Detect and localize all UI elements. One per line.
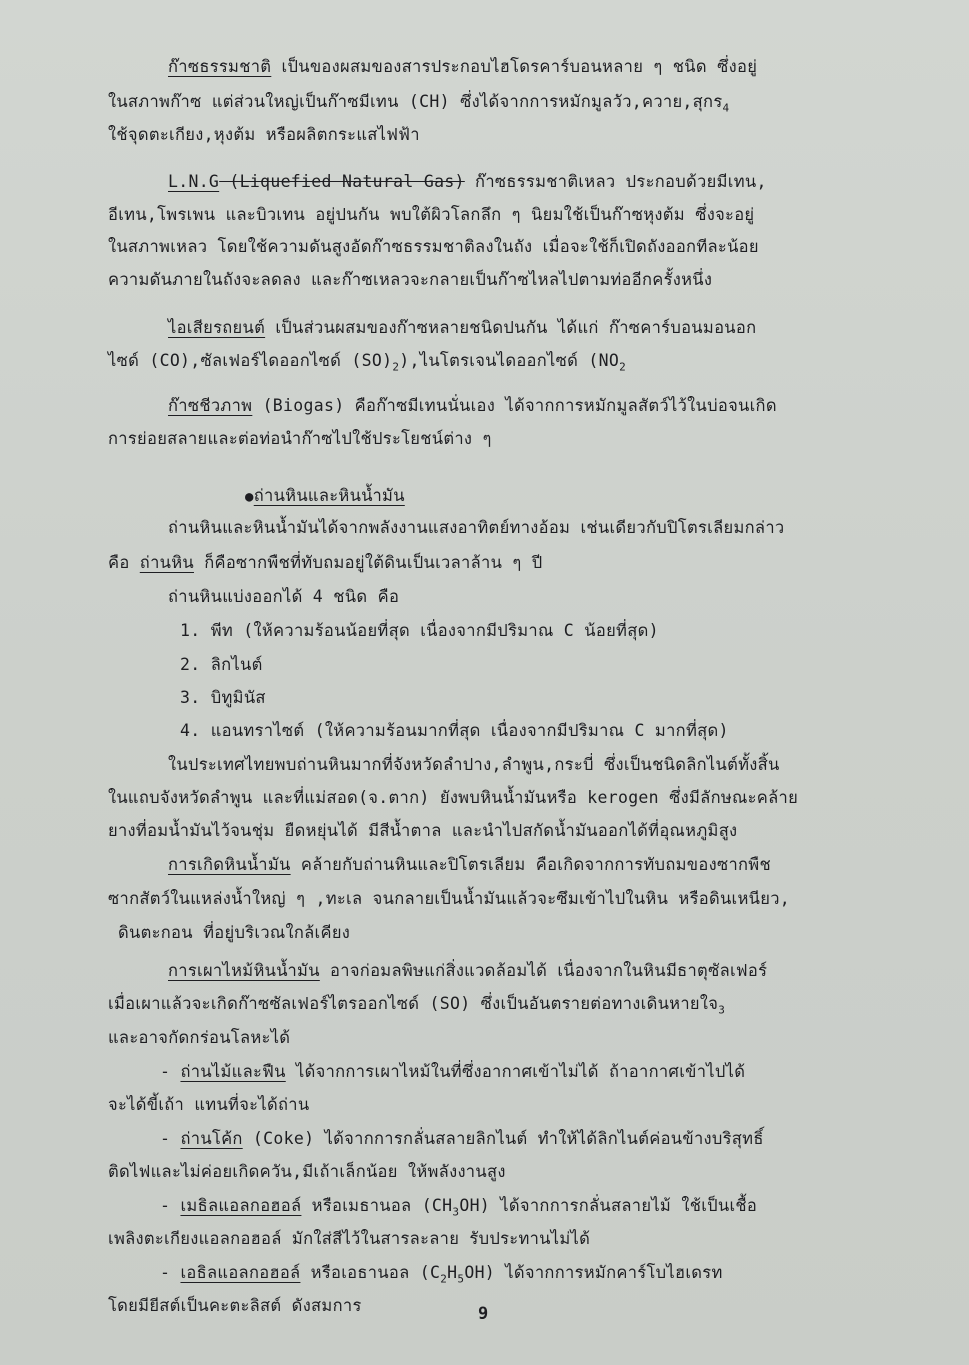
text-line bbox=[168, 754, 780, 776]
text-span: การย่อยสลายและต่อท่อนำก๊าซไปใช้ประโยชน์ต่าง ๆ bbox=[108, 429, 492, 448]
text-span: อีเทน,โพรเพน และบิวเทน อยู่ปนกัน พบใต้ผิวโลกลึก ๆ นิยมใช้เป็นก๊าซหุงต้ม ซึ่งจะอยู่ bbox=[108, 205, 755, 224]
text-span: 1. พีท (ให้ความร้อนน้อยที่สุด เนื่องจากมีปริมาณ C น้อยที่สุด) bbox=[180, 621, 659, 640]
underlined-term: ถ่านหินและหินน้ำมัน bbox=[253, 486, 405, 505]
text-span: H bbox=[447, 1263, 458, 1282]
text-line bbox=[108, 820, 737, 842]
underlined-term: ก๊าซธรรมชาติ bbox=[168, 57, 272, 76]
text-span: ถ่านหินและหินน้ำมันได้จากพลังงานแสงอาทิตย์ทางอ้อม เช่นเดียวกับปิโตรเลียมกล่าว bbox=[168, 518, 785, 537]
underlined-term: ถ่านไม้และฟืน bbox=[180, 1062, 286, 1081]
text-line bbox=[180, 654, 263, 676]
underlined-term: การเผาไหม้หินน้ำมัน bbox=[168, 961, 320, 980]
text-span: โดยมียีสต์เป็นคะตะลิสต์ ดังสมการ bbox=[108, 1296, 362, 1315]
subscript: 5 bbox=[457, 1272, 465, 1286]
text-span: เป็นของผสมของสารประกอบไฮโดรคาร์บอนหลาย ๆ ชนิด ซึ่งอยู่ bbox=[271, 57, 758, 76]
text-line bbox=[168, 395, 777, 417]
text-span: หรือเอธานอล (C bbox=[300, 1263, 441, 1282]
text-line bbox=[180, 720, 729, 742]
text-line bbox=[245, 485, 405, 508]
text-span: OH) ได้จากการกลั่นสลายไม้ ใช้เป็นเชื้อ bbox=[459, 1196, 758, 1215]
text-span: 3. บิทูมินัส bbox=[180, 688, 266, 707]
text-line bbox=[108, 269, 712, 291]
text-line bbox=[108, 428, 492, 450]
text-span: - bbox=[160, 1129, 181, 1148]
text-line bbox=[118, 922, 350, 944]
text-span: 4. แอนทราไซต์ (ให้ความร้อนมากที่สุด เนื่องจากมีปริมาณ C มากที่สุด) bbox=[180, 721, 729, 740]
text-span: ในประเทศไทยพบถ่านหินมากที่จังหวัดลำปาง,ลำพูน,กระบี่ ซึ่งเป็นชนิดลิกไนต์ทั้งสิ้น bbox=[168, 755, 780, 774]
text-line bbox=[168, 960, 767, 982]
text-span: เพลิงตะเกียงแอลกอฮอล์ มักใส่สีไว้ในสารละลาย รับประทานไม่ได้ bbox=[108, 1229, 591, 1248]
text-line bbox=[108, 1228, 590, 1250]
page-number: 9 bbox=[478, 1304, 489, 1324]
subscript: 2 bbox=[440, 1272, 448, 1286]
text-line bbox=[168, 586, 399, 608]
bullet-icon: ● bbox=[245, 489, 254, 505]
text-span: ใช้จุดตะเกียง,หุงต้ม หรือผลิตกระแสไฟฟ้า bbox=[108, 125, 420, 144]
text-line bbox=[108, 91, 729, 119]
underlined-term: ถ่านหิน bbox=[139, 553, 194, 572]
underlined-term: ไอเสียรถยนต์ bbox=[168, 318, 266, 337]
text-line bbox=[168, 56, 757, 78]
underlined-term: การเกิดหินน้ำมัน bbox=[168, 855, 291, 874]
underlined-term: ก๊าซชีวภาพ bbox=[168, 396, 253, 415]
subscript: 2 bbox=[619, 360, 627, 374]
text-line bbox=[108, 888, 790, 910]
text-line bbox=[108, 1161, 506, 1183]
text-span: ไซด์ (CO),ซัลเฟอร์ไดออกไซด์ (SO bbox=[108, 351, 383, 370]
text-line bbox=[108, 350, 626, 378]
text-span: ความดันภายในถังจะลดลง และก๊าซเหลวจะกลายเป็นก๊าซไหลไปตามท่ออีกครั้งหนึ่ง bbox=[108, 270, 713, 289]
text-line bbox=[180, 687, 266, 709]
text-span: เป็นส่วนผสมของก๊าซหลายชนิดปนกัน ได้แก่ ก๊าซคาร์บอนมอนอก bbox=[265, 318, 757, 337]
text-line bbox=[168, 517, 784, 539]
text-span: - bbox=[160, 1263, 181, 1282]
text-span: จะได้ขี้เถ้า แทนที่จะได้ถ่าน bbox=[108, 1095, 310, 1114]
text-span: เมื่อเผาแล้วจะเกิดก๊าซซัลเฟอร์ไตรออกไซด์ (SO bbox=[108, 994, 461, 1013]
text-line bbox=[108, 787, 798, 809]
text-span: ติดไฟและไม่ค่อยเกิดควัน,มีเถ้าเล็กน้อย ให้พลังงานสูง bbox=[108, 1162, 506, 1181]
text-span: - bbox=[160, 1062, 181, 1081]
text-span: ในสภาพเหลว โดยใช้ความดันสูงอัดก๊าซธรรมชาติลงในถัง เมื่อจะใช้ก็เปิดถังออกทีละน้อย bbox=[108, 237, 759, 256]
text-span: - bbox=[160, 1196, 181, 1215]
text-line bbox=[108, 552, 543, 574]
underlined-term: L.N.G bbox=[168, 172, 220, 191]
text-span: OH) ได้จากการหมักคาร์โบไฮเดรท bbox=[464, 1263, 723, 1282]
text-line bbox=[108, 1295, 362, 1317]
text-line bbox=[168, 171, 767, 193]
text-span: ดินตะกอน ที่อยู่บริเวณใกล้เคียง bbox=[118, 923, 351, 942]
text-line bbox=[160, 1195, 757, 1223]
text-span: คล้ายกับถ่านหินและปิโตรเลียม คือเกิดจากการทับถมของซากพืช bbox=[290, 855, 771, 874]
underlined-term: ถ่านโค้ก bbox=[180, 1129, 243, 1148]
text-line bbox=[108, 1027, 290, 1049]
text-span: 2. ลิกไนต์ bbox=[180, 655, 263, 674]
text-span: ) bbox=[382, 351, 393, 370]
text-span: และอาจกัดกร่อนโลหะได้ bbox=[108, 1028, 291, 1047]
subscript: 3 bbox=[452, 1205, 460, 1219]
text-span: ได้จากการเผาไหม้ในที่ซึ่งอากาศเข้าไม่ได้ ถ้าอากาศเข้าไปได้ bbox=[285, 1062, 746, 1081]
text-span: (Coke) ได้จากการกลั่นสลายลิกไนต์ ทำให้ได้ลิกไนต์ค่อนข้างบริสุทธิ์ bbox=[242, 1129, 764, 1148]
text-span: ถ่านหินแบ่งออกได้ 4 ชนิด คือ bbox=[168, 587, 400, 606]
text-line bbox=[108, 1094, 309, 1116]
text-span: อาจก่อมลพิษแก่สิ่งแวดล้อมได้ เนื่องจากในหินมีธาตุซัลเฟอร์ bbox=[319, 961, 768, 980]
struck-text: (Liquefied Natural Gas) bbox=[219, 172, 465, 191]
text-line bbox=[180, 620, 659, 642]
text-line bbox=[168, 317, 756, 339]
underlined-term: เอธิลแอลกอฮอล์ bbox=[180, 1263, 301, 1282]
text-span: หรือเมธานอล (CH bbox=[301, 1196, 453, 1215]
text-span: ยางที่อมน้ำมันไว้จนชุ่ม ยืดหยุ่นได้ มีสีน้ำตาล และนำไปสกัดน้ำมันออกได้ที่อุณหภูมิสูง bbox=[108, 821, 738, 840]
text-line bbox=[108, 993, 725, 1021]
text-span: ก๊าซธรรมชาติเหลว ประกอบด้วยมีเทน, bbox=[464, 172, 767, 191]
text-line bbox=[108, 204, 754, 226]
underlined-term: เมธิลแอลกอฮอล์ bbox=[180, 1196, 302, 1215]
text-span: ),ไนโตรเจนไดออกไซด์ (NO bbox=[399, 351, 620, 370]
text-span: ) ซึ่งเป็นอันตรายต่อทางเดินหายใจ bbox=[460, 994, 719, 1013]
text-line bbox=[108, 124, 420, 146]
subscript: 2 bbox=[392, 360, 400, 374]
text-line bbox=[108, 236, 759, 258]
subscript: 4 bbox=[722, 101, 730, 115]
text-span: ในสภาพก๊าซ แต่ส่วนใหญ่เป็นก๊าซมีเทน (CH bbox=[108, 92, 440, 111]
text-span: ซากสัตว์ในแหล่งน้ำใหญ่ ๆ ,ทะเล จนกลายเป็นน้ำมันแล้วจะซึมเข้าไปในหิน หรือดินเหนียว, bbox=[108, 889, 791, 908]
text-line bbox=[168, 854, 771, 876]
text-span: ในแถบจังหวัดลำพูน และที่แม่สอด(จ.ตาก) ยังพบหินน้ำมันหรือ kerogen ซึ่งมีลักษณะคล้าย bbox=[108, 788, 799, 807]
text-line bbox=[160, 1262, 723, 1290]
text-span: คือ bbox=[108, 553, 140, 572]
text-line bbox=[160, 1128, 764, 1150]
text-span: ) ซึ่งได้จากการหมักมูลวัว,ควาย,สุกร bbox=[439, 92, 723, 111]
subscript: 3 bbox=[718, 1003, 726, 1017]
text-span: ก็คือซากพืชที่ทับถมอยู่ใต้ดินเป็นเวลาล้าน ๆ ปี bbox=[193, 553, 543, 572]
text-span: (Biogas) คือก๊าซมีเทนนั่นเอง ได้จากการหมักมูลสัตว์ไว้ในบ่อจนเกิด bbox=[252, 396, 777, 415]
text-line bbox=[160, 1061, 745, 1083]
